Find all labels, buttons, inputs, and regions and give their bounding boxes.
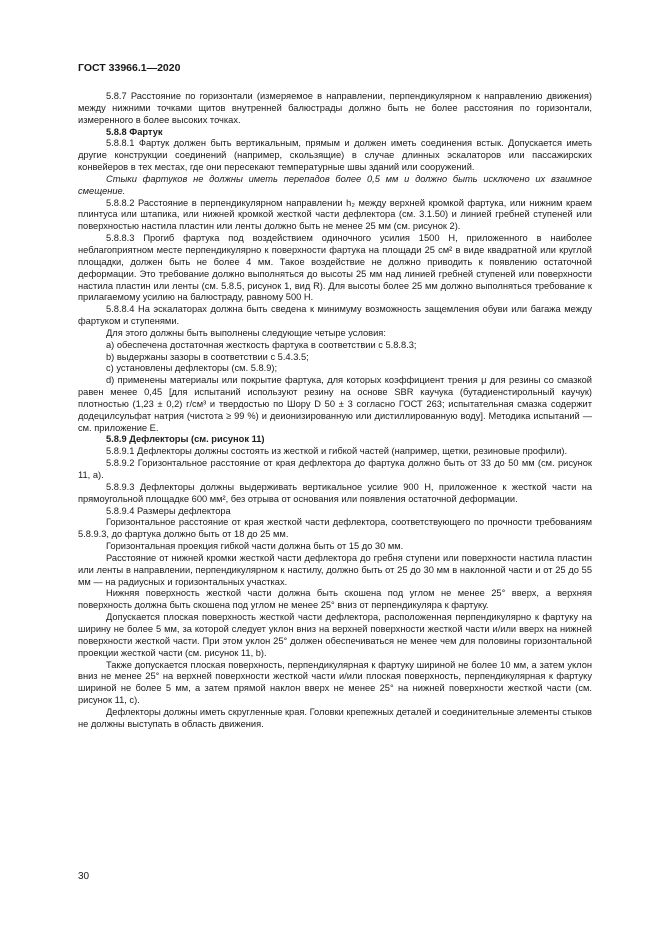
paragraph: 5.8.8.2 Расстояние в перпендикулярном направлении h₂ между верхней кромкой фартука, или нижним краем плинтуса или штапика, или нижней кромкой жесткой части дефлектора (см. 3.1.50) и линией гребней ступеней или поверхностью настила пластин или ленты должно быть не менее 25 мм (см. рисунок 2). [78,197,592,232]
paragraph: 5.8.8.1 Фартук должен быть вертикальным, прямым и должен иметь соединения встык. Допускается иметь другие конструкции соединений (например, скользящие) в случае длинных эскалаторов или пассажирских конвейеров в тех местах, где они пересекают температурные швы зданий или сооружений. [78,138,592,173]
paragraph: 5.8.9.2 Горизонтальное расстояние от края дефлектора до фартука должно быть от 33 до 50 мм (см. рисунок 11, а). [78,458,592,480]
paragraph: Расстояние от нижней кромки жесткой части дефлектора до гребня ступени или поверхности настила пластин или ленты в направлении, перпендикулярном к настилу, должно быть от 25 до 30 мм в наклонной части и от 25 до 55 мм — на радиусных и горизонтальных участках. [78,552,592,587]
section-heading: 5.8.9 Дефлекторы (см. рисунок 11) [106,434,265,445]
section-heading: 5.8.8 Фартук [106,126,163,137]
paragraph: 5.8.9.1 Дефлекторы должны состоять из жесткой и гибкой частей (например, щетки, резиновые профили). [106,446,568,457]
page-number: 30 [78,871,90,882]
paragraph: 5.8.8.4 На эскалаторах должна быть сведена к минимуму возможность защемления обуви или багажа между фартуком и ступенями. [78,304,592,327]
paragraph: Допускается плоская поверхность жесткой части дефлектора, расположенная перпендикулярно к фартуку на ширину не более 5 мм, за которой следует уклон вниз на верхней поверхности жесткой части и/или вверх на нижней поверхности жесткой части. При этом уклон 25° должен обеспечиваться не менее чем для половины горизонтальной проекции жесткой части (см. рисунок 11, b). [78,612,592,658]
paragraph: Стыки фартуков не должны иметь перепадов более 0,5 мм и должно быть исключено их взаимное смещение. [78,173,592,196]
paragraph: c) установлены дефлекторы (см. 5.8.9); [106,363,278,374]
paragraph: 5.8.9.4 Размеры дефлектора [106,505,231,516]
paragraph: Горизонтальная проекция гибкой части должна быть от 15 до 30 мм. [106,541,404,552]
paragraph: 5.8.9.3 Дефлекторы должны выдерживать вертикальное усилие 900 Н, приложенное к жесткой части на прямоугольной площадке 600 мм², без отрыва от основания или появления остаточной деформации. [78,481,592,504]
paragraph: d) применены материалы или покрытие фартука, для которых коэффициент трения μ для резины со смазкой равен менее 0,45 [для испытаний используют резину на основе SBR каучука (бутадиенстирольный каучук) плотностью (1,23 ± 0,2) г/см³ и твердостью по Шору D 50 ± 3 согласно ГОСТ 263; испытательная смазка содержит додецилсульфат натрия (чистота ≥ 99 %) и деионизированную или дистиллированную воду]. Методика испытаний — см. приложение Е. [78,375,592,433]
document-header: ГОСТ 33966.1—2020 [78,62,181,74]
paragraph: Дефлекторы должны иметь скругленные края. Головки крепежных деталей и соединительные элементы стыков не должны выступать в область движения. [78,706,592,729]
paragraph: Также допускается плоская поверхность, перпендикулярная к фартуку шириной не более 10 мм, а затем уклон вниз не менее 25° на верхней поверхности жесткой части и/или плоская поверхность, перпендикулярная к фартуку шириной не более 5 мм, а затем прямой наклон вверх не менее 25° на нижней поверхности жесткой части (см. рисунок 11, с). [78,659,592,706]
paragraph: b) выдержаны зазоры в соответствии с 5.4.3.5; [106,351,309,362]
document-body [78,91,592,731]
paragraph: Для этого должны быть выполнены следующие четыре условия: [106,327,386,338]
paragraph: 5.8.7 Расстояние по горизонтали (измеряемое в направлении, перпендикулярном к направлению движения) между нижними точками щитов внутренней балюстрады должно быть не более расстояния по горизонтали, измеренного в более высоких точках. [78,91,592,125]
paragraph: Нижняя поверхность жесткой части должна быть скошена под углом не менее 25° вверх, а верхняя поверхность должна быть скошена под углом не менее 25° вниз от перпендикуляра к фартуку. [78,588,592,611]
paragraph: 5.8.8.3 Прогиб фартука под воздействием одиночного усилия 1500 Н, приложенного в наиболее неблагоприятном месте перпендикулярно к поверхности фартука на площади 25 см² в виде квадратной или круглой площадки, должен быть не более 4 мм. Такое воздействие не должно приводить к появлению остаточной деформации. Это требование должно выполняться до высоты 25 мм над линией гребней ступеней или поверхности настила пластин или ленты (см. 5.8.5, рисунок 1, вид R). Для высоты более 25 мм должно выполняться требование к прилагаемому усилию на балюстраду, равному 500 Н. [78,233,592,303]
paragraph: а) обеспечена достаточная жесткость фартука в соответствии с 5.8.8.3; [106,339,417,350]
paragraph: Горизонтальное расстояние от края жесткой части дефлектора, соответствующего по прочности требованиям 5.8.9.3, до фартука должно быть от 18 до 25 мм. [78,517,592,540]
